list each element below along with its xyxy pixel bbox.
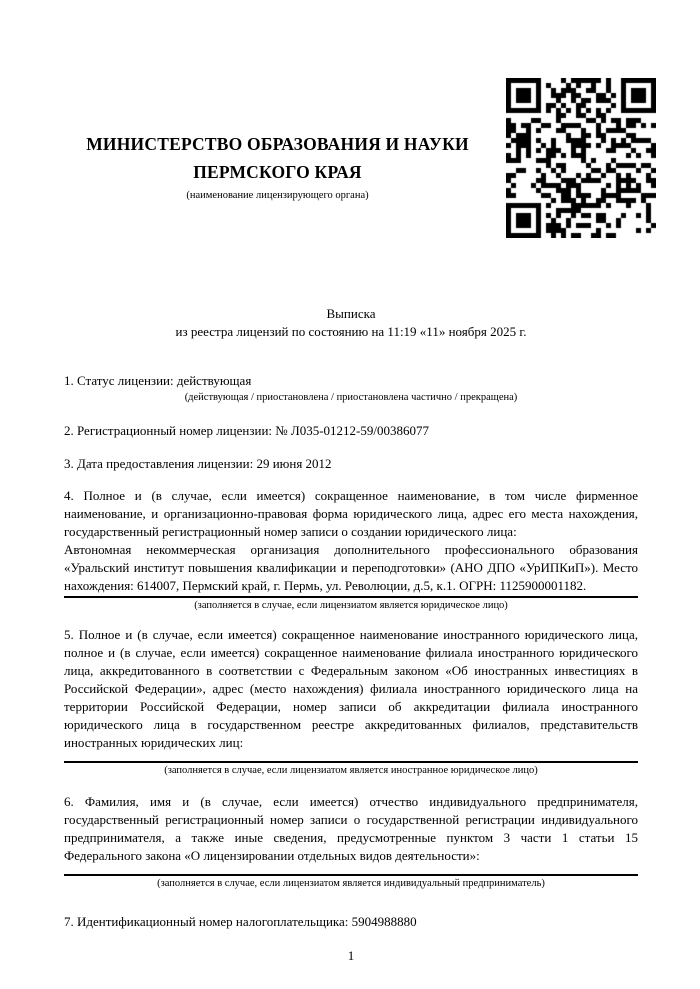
section-taxpayer-number [64,913,638,931]
section-license-date [64,455,638,473]
document-title-block [64,305,638,341]
document-subtitle: из реестра лицензий по состоянию на 11:19 «11» ноября 2025 г. [175,324,527,339]
foreign-entity-text: 5. Полное и (в случае, если имеется) сокращенное наименование иностранного юридического лица, полное и (в случае, если имеется) сокращенное наименование филиала иностранного юридического лица, аккредитованного в соответствии с Федеральным законом «Об иностранных инвестициях в Российской Федерации», адрес (место нахождения) филиала иностранного юридического лица на территории Российской Федерации, номер записи об аккредитации филиала иностранного юридического лица в государственном реестре аккредитованных филиалов, представительств иностранных юридических лиц: [64,627,638,750]
page-number: 1 [347,948,355,963]
foreign-entity-caption: (заполняется в случае, если лицензиатом является иностранное юридическое лицо) [164,765,538,776]
section-license-status [64,372,638,405]
legal-entity-caption: (заполняется в случае, если лицензиатом является юридическое лицо) [194,600,508,611]
issuer-caption: (наименование лицензирующего органа) [186,190,369,201]
issuer-title [60,130,495,186]
document-content [64,305,638,965]
taxpayer-number-text: 7. Идентификационный номер налогоплательщика: 5904988880 [64,914,417,929]
section-individual-entrepreneur [64,793,638,891]
document-header [60,0,495,203]
individual-entrepreneur-caption: (заполняется в случае, если лицензиатом является индивидуальный предприниматель) [157,878,545,889]
issuer-title-line1: МИНИСТЕРСТВО ОБРАЗОВАНИЯ И НАУКИ [86,134,469,154]
section-foreign-entity [64,626,638,778]
registration-number-text: 2. Регистрационный номер лицензии: № Л035-01212-59/00386077 [64,423,430,438]
legal-entity-text: 4. Полное и (в случае, если имеется) сокращенное наименование, в том числе фирменное наименование, и организационно-правовая форма юридического лица, адрес его места нахождения, государственный регистрационный номер записи о создании юридического лица: [64,488,638,539]
license-status-caption: (действующая / приостановлена / приостановлена частично / прекращена) [184,392,518,403]
license-status-text: 1. Статус лицензии: действующая [64,373,252,388]
issuer-title-line2: ПЕРМСКОГО КРАЯ [193,162,362,182]
individual-entrepreneur-text: 6. Фамилия, имя и (в случае, если имеется) отчество индивидуального предпринимателя, государственный регистрационный номер записи о государственной регистрации индивидуального предпринимателя, а также иные сведения, предусмотренные пунктом 3 части 1 статьи 15 Федерального закона «О лицензировании отдельных видов деятельности»: [64,794,638,863]
license-date-text: 3. Дата предоставления лицензии: 29 июня 2012 [64,456,332,471]
legal-entity-value: Автономная некоммерческая организация дополнительного профессионального образования «Уральский институт повышения квалификации и переподготовки» (АНО ДПО «УрИПКиП»). Место нахождения: 614007, Пермский край, г. Пермь, ул. Революции, д.5, к.1. ОГРН: 1125900001182. [64,542,638,593]
section-registration-number [64,422,638,440]
qr-code-container [506,78,656,238]
qr-code-icon [506,78,656,238]
document-title: Выписка [326,306,376,321]
section-legal-entity [64,487,638,613]
